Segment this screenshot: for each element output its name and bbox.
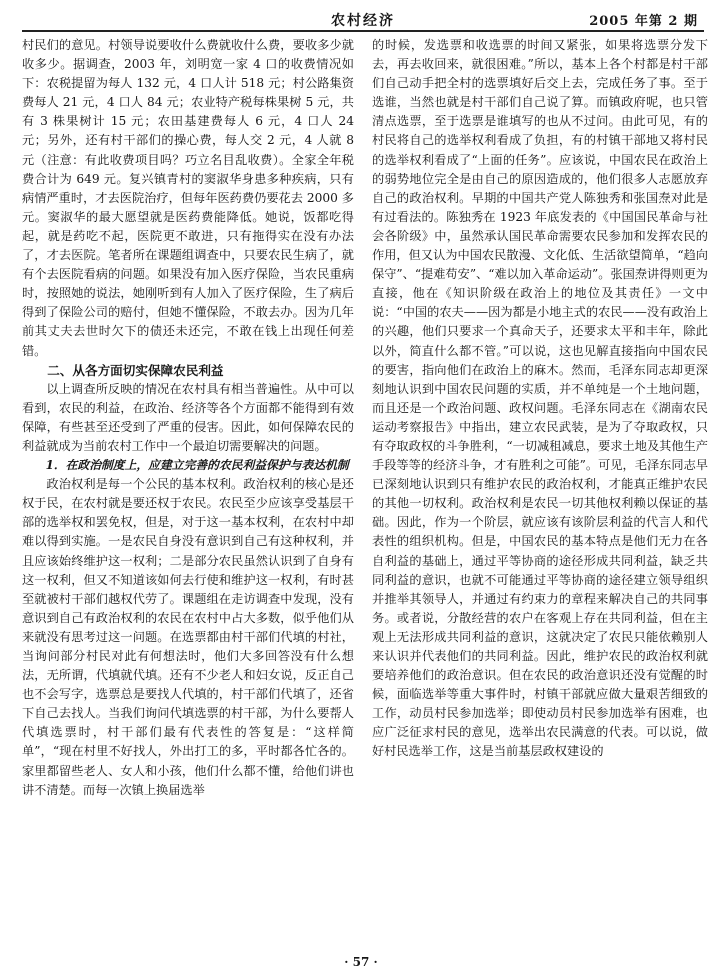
header-rule <box>22 30 704 32</box>
right-column <box>372 36 708 956</box>
paragraph: 以上调查所反映的情况在农村具有相当普遍性。从中可以看到，农民的利益，在政治、经济等各个方面都不能得到有效保障，有些甚至还受到了严重的侵害。因此，如何保障农民的利益就成为当前农村工作中一个最迫切需要解决的问题。 <box>22 381 354 453</box>
issue-number: 2005 年第 2 期 <box>589 14 698 29</box>
section-heading: 二、从各方面切实保障农民利益 <box>47 362 224 378</box>
left-column <box>22 36 354 956</box>
subsection-heading: 1．在政治制度上，应建立完善的农民利益保护与表达机制 <box>45 458 349 473</box>
paragraph-continued: 的时候，发选票和收选票的时间又紧张，如果将选票分发下去，再去收回来，就很困难。”所以，基本上各个村都是村干部们自己动手把全村的选票填好后交上去，完成任务了事。至于选谁，当然也就是村干部们自己说了算。而镇政府呢，也只管清点选票，至于选票是谁填写的也从不过问。由此可见，有的村民将自己的选举权利看成了负担，有的村镇干部地又将村民的选举权利看成了“上面的任务”。应该说，中国农民在政治上的弱势地位完全是由自己的原因造成的，他们很多人志愿放弃自己的政治权利。早期的中国共产党人陈独秀和张国焘对此是有过看法的。陈独秀在 1923 年底发表的《中国国民革命与社会各阶级》中，虽然承认国民革命需要农民参加和发挥农民的作用，但又认为中国农民散漫、文化低、生活欲望简单，“趋向保守”、“提难苟安”、“难以加入革命运动”。张国焘讲得则更为直接，他在《知识阶级在政治上的地位及其责任》一文中说：“中国的农夫——因为都是小地主式的农民——没有政治上的兴趣，他们只要求一个真命天子，还要求太平和丰年，除此以外，简直什么都不管。”可以说，这也见解直接指向中国农民的要害，指向他们在政治上的麻木。然而，毛泽东同志却更深刻地认识到中国农民问题的实质，并不单纯是一个土地问题，而且还是一个政治问题、政权问题。毛泽东同志在《湖南农民运动考察报告》中指出，建立农民武装，是为了夺取政权，只有夺取政权的斗争胜利，“一切减租减息，要求土地及其他生产手段等等的经济斗争，才有胜利之可能”。可见，毛泽东同志早已深刻地认识到只有维护农民的政治权利，才能真正维护农民的其他一切权利。政治权利是农民一切其他权利赖以保证的基础。因此，作为一个阶层，就应该有该阶层利益的代言人和代表性的组织机构。但是，中国农民的基本特点是他们无力在各自利益的基础上，通过平等协商的途径形成共同利益，缺乏共同利益的意识，也就不可能通过平等协商的途径建立领导组织并推举其领导人，并通过有约束力的章程来解决自己的共同事务。或者说，分散经营的农户在客观上存在共同利益，但在主观上无法形成共同利益的意识，这就决定了农民只能依赖别人来认识并代表他们的共同利益。因此，维护农民的政治权利就要培养他们的政治意识。但在农民的政治意识还没有觉醒的时候，面临选举等重大事件时，村镇干部就应做大量艰苦细致的工作，动员村民参加选举；即使动员村民参加选举有困难，也应广泛征求村民的意见，选举出农民满意的代表。可以说，做好村民选举工作，这是当前基层政权建设的 <box>372 38 708 759</box>
page-header <box>22 6 704 32</box>
paragraph-continued: 村民们的意见。村领导说要收什么费就收什么费，要收多少就收多少。据调查，2003 年，刘明宽一家 4 口的收费情况如下：农税提留为每人 132 元，4 口人计 518 元；村公路集资费每人 21 元，4 口人 84 元；农业特产税每株果树 5 元，共有 3 株果树计 15 元；农田基建费每人 6 元，4 口人 24 元；另外，还有村干部们的操心费，每人交 2 元，4 人就 8 元（注意：有此收费项目吗？巧立名目乱收费）。全家全年税费合计为 649 元。复兴镇青村的窦淑华身患多种疾病，只有病情严重时，才去医院治疗，但每年医药费仍要花去 2000 多元。窦淑华的最大愿望就是医药费能降低。她说，饭都吃得起，就是药吃不起，医院更不敢进，只有拖得实在没有办法了，才去医院。笔者所在课题组调查中，只要农民生病了，就有个去医院看病的问题。如果没有加入医疗保险，当农民重病时，按照她的说法，她刚听到有人加入了医疗保险，生了病后得到了保险公司的赔付，但她不懂保险，不敢去办。因为几年前其丈夫去世时欠下的债还未还完，不敢在钱上出现任何差错。 <box>22 38 354 358</box>
paragraph: 政治权利是每一个公民的基本权利。政治权利的核心是还权于民，在农村就是要还权于农民。农民至少应该享受基层干部的选举权和罢免权，但是，对于这一基本权利，在农村中却难以得到实施。一是农民自身没有意识到自己有这种权利，并且应该始终维护这一权利；二是部分农民虽然认识到了自身有这一权利，但又不知道该如何去行使和维护这一权利，有时甚至就被村干部们越权代劳了。课题组在走访调查中发现，没有意识到自己有政治权利的农民在农村中占大多数，似乎他们从来就没有思考过这一问题。在选票都由村干部们代填的村社，当询问部分村民对此有何想法时，他们大多回答没有什么想法，无所谓，代填就代填。还有不少老人和妇女说，反正自己也不会写字，选票总是要找人代填的，村干部们代填了，还省下自己去找人。当我们询问代填选票的村干部，为什么要帮人代填选票时，村干部们最有代表性的答复是：“这样简单”，“现在村里不好找人，外出打工的多，平时都各忙各的。家里都留些老人、女人和小孩，他们什么都不懂，给他们讲也讲不清楚。而每一次镇上换届选举 <box>22 477 354 797</box>
page-number: · 57 · <box>344 955 378 969</box>
journal-title: 农村经济 <box>331 13 395 29</box>
